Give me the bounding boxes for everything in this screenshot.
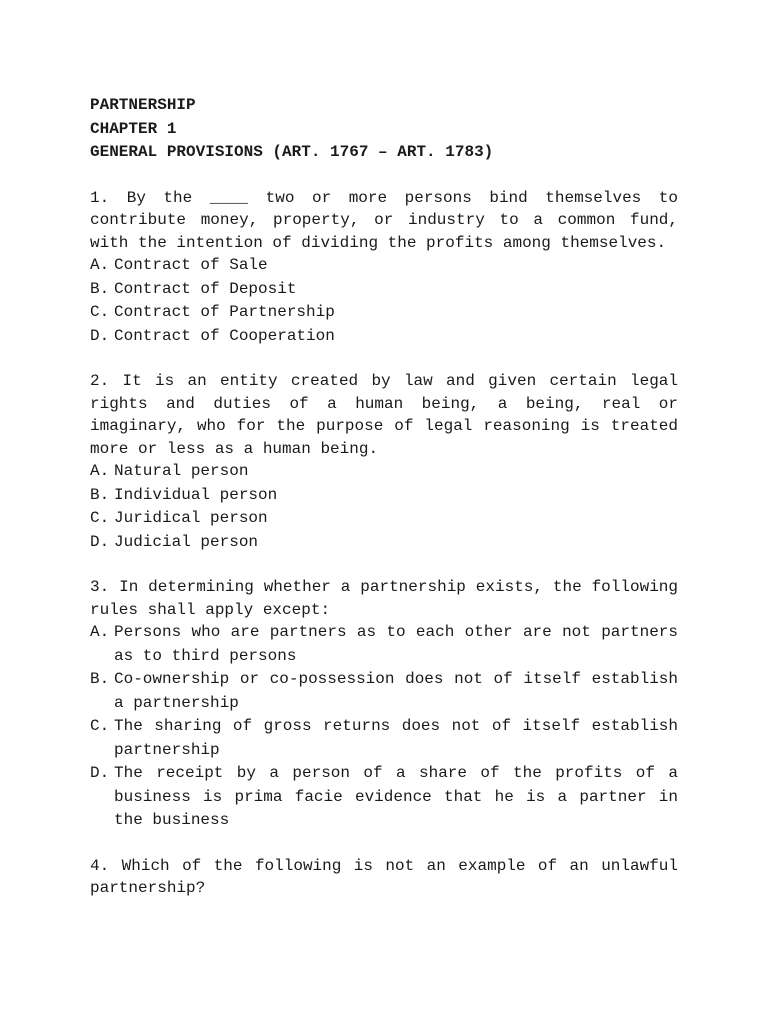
option-letter: C. [90, 509, 110, 527]
option-item [90, 531, 678, 555]
option-item [90, 621, 678, 668]
option-list [90, 254, 678, 348]
option-item [90, 762, 678, 833]
document-page [90, 94, 678, 900]
question-text: 3. In determining whether a partnership exists, the following rules shall apply except: [90, 578, 678, 619]
option-item [90, 668, 678, 715]
option-text: Natural person [114, 462, 249, 480]
option-item [90, 715, 678, 762]
option-item [90, 278, 678, 302]
option-text: Individual person [114, 485, 278, 504]
option-list [90, 621, 678, 833]
option-letter: B. [90, 485, 110, 504]
option-text: Contract of Partnership [114, 303, 335, 321]
option-letter: C. [90, 717, 110, 735]
question-text: 2. It is an entity created by law and given certain legal rights and duties of a human being, a being, real or imaginary, who for the purpose of legal reasoning is treated more or less as a human being. [90, 372, 678, 458]
option-text: The sharing of gross returns does not of itself establish partnership [114, 717, 678, 759]
question-1 [90, 187, 678, 349]
option-item [90, 254, 678, 278]
option-text: Co-ownership or co-possession does not of itself establish a partnership [114, 670, 678, 712]
option-item [90, 460, 678, 484]
question-text: 1. By the ____ two or more persons bind themselves to contribute money, property, or industry to a common fund, with the intention of dividing the profits among themselves. [90, 188, 678, 252]
option-text: Contract of Cooperation [114, 326, 335, 345]
option-letter: B. [90, 670, 110, 688]
option-letter: A. [90, 256, 110, 274]
option-letter: A. [90, 623, 110, 641]
option-item [90, 301, 678, 325]
option-item [90, 507, 678, 531]
question-4 [90, 855, 678, 900]
option-text: Contract of Deposit [114, 279, 297, 298]
option-item [90, 484, 678, 508]
document-title: PARTNERSHIP [90, 96, 196, 114]
section-heading: GENERAL PROVISIONS (ART. 1767 – ART. 1783) [90, 143, 494, 161]
option-letter: D. [90, 532, 110, 551]
option-text: Judicial person [114, 532, 259, 551]
option-letter: B. [90, 279, 110, 298]
option-item [90, 325, 678, 349]
option-letter: C. [90, 303, 110, 321]
question-text: 4. Which of the following is not an example of an unlawful partnership? [90, 856, 678, 897]
option-text: Contract of Sale [114, 256, 268, 274]
option-text: Persons who are partners as to each other are not partners as to third persons [114, 623, 678, 665]
option-letter: A. [90, 462, 110, 480]
question-3 [90, 576, 678, 833]
option-letter: D. [90, 764, 110, 782]
option-letter: D. [90, 326, 110, 345]
option-text: Juridical person [114, 509, 268, 527]
chapter-heading: CHAPTER 1 [90, 119, 177, 138]
question-2 [90, 370, 678, 554]
option-text: The receipt by a person of a share of the profits of a business is prima facie evidence that he is a partner in the business [114, 764, 678, 829]
option-list [90, 460, 678, 554]
